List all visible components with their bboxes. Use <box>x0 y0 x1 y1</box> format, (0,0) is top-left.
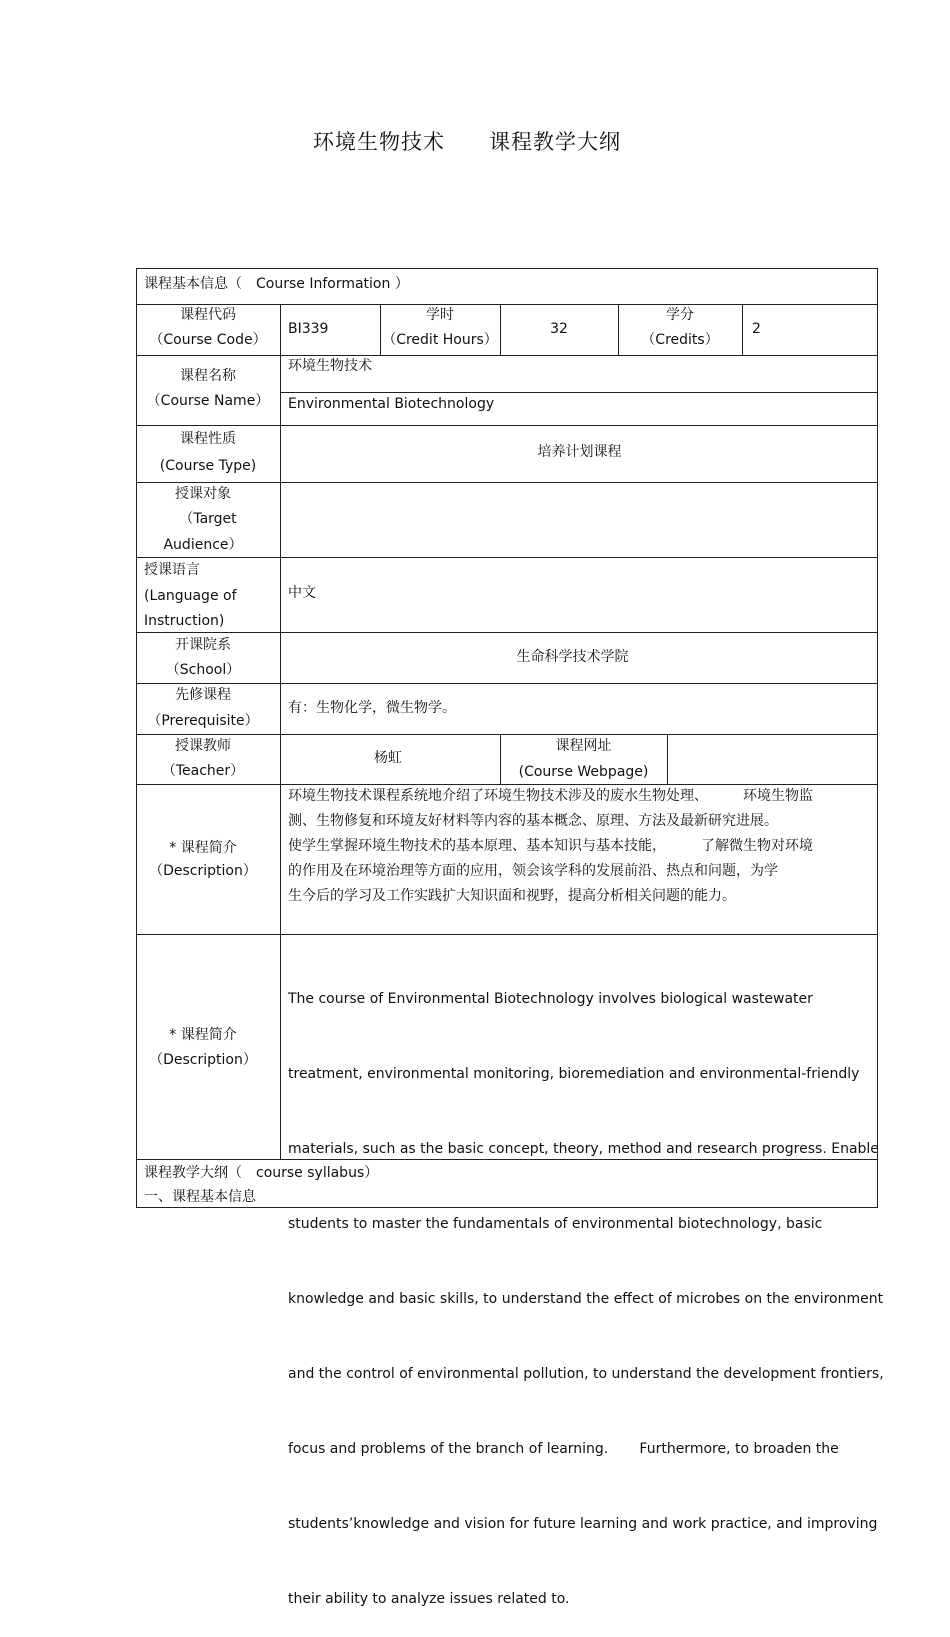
description-en-line: students’knowledge and vision for future learning and work practice, and improving <box>288 1516 878 1532</box>
audience-label-line-2: （Target <box>179 511 237 527</box>
credit-hours-label-cn: 学时 <box>426 307 454 323</box>
description-en-line: treatment, environmental monitoring, bioremediation and environmental-friendly <box>288 1066 860 1082</box>
teacher-label-en: （Teacher） <box>161 763 245 779</box>
row-divider <box>136 355 878 356</box>
course-name-label-en: （Course Name） <box>146 393 270 409</box>
credits-label-cn: 学分 <box>666 307 694 323</box>
language-label-line-1: 授课语言 <box>144 562 200 578</box>
description-cn-text <box>288 784 813 909</box>
description-cn-line: 环境生物技术课程系统地介绍了环境生物技术涉及的废水生物处理、 环境生物监 <box>288 788 813 804</box>
description-cn-label-en: （Description） <box>149 863 257 879</box>
course-code-label-cn: 课程代码 <box>180 307 236 323</box>
course-name-en: Environmental Biotechnology <box>288 396 495 412</box>
credits-label-en: （Credits） <box>641 332 719 348</box>
course-code-label-en: （Course Code） <box>149 332 267 348</box>
credits-value: 2 <box>752 321 761 337</box>
audience-label-line-1: 授课对象 <box>175 486 231 502</box>
language-label-line-3: Instruction) <box>144 613 225 629</box>
description-en-label-cn: * 课程简介 <box>169 1027 237 1043</box>
column-divider <box>667 734 668 784</box>
description-cn-label-cn: * 课程简介 <box>169 840 237 856</box>
description-en-label-en: （Description） <box>149 1052 257 1068</box>
course-name-label-cn: 课程名称 <box>180 368 236 384</box>
description-cn-line: 使学生掌握环境生物技术的基本原理、基本知识与基本技能， 了解微生物对环境 <box>288 838 813 854</box>
title-part-2: 课程教学大纲 <box>489 130 621 154</box>
webpage-label-en: (Course Webpage) <box>518 764 649 780</box>
credit-hours-value: 32 <box>550 321 568 337</box>
description-en-text <box>288 937 884 1637</box>
language-value: 中文 <box>288 585 316 601</box>
school-value: 生命科学技术学院 <box>516 649 629 665</box>
description-cn-line: 的作用及在环境治理等方面的应用，领会该学科的发展前沿、热点和问题，为学 <box>288 863 778 879</box>
description-en-line: focus and problems of the branch of learning. Furthermore, to broaden the <box>288 1441 839 1457</box>
course-type-label-en: (Course Type) <box>159 458 257 474</box>
description-en-line: The course of Environmental Biotechnology involves biological wastewater <box>288 991 813 1007</box>
audience-label-line-3: Audience） <box>163 537 243 553</box>
course-type-value: 培养计划课程 <box>537 444 622 460</box>
prerequisite-value: 有：生物化学，微生物学。 <box>288 700 456 716</box>
prerequisite-label-cn: 先修课程 <box>175 687 231 703</box>
course-code-value: BI339 <box>288 321 329 337</box>
description-en-line: materials, such as the basic concept, theory, method and research progress. Enable <box>288 1141 879 1157</box>
webpage-label-cn: 课程网址 <box>555 738 612 754</box>
description-en-line: students to master the fundamentals of environmental biotechnology, basic <box>288 1216 823 1232</box>
prerequisite-label-en: （Prerequisite） <box>147 713 259 729</box>
row-divider <box>136 934 878 935</box>
description-en-line: their ability to analyze issues related to. <box>288 1591 570 1607</box>
title-part-1: 环境生物技术 <box>313 130 445 154</box>
syllabus-heading: 课程教学大纲（ course syllabus） <box>144 1165 379 1181</box>
column-divider <box>280 304 281 1159</box>
credit-hours-label-en: （Credit Hours） <box>382 332 498 348</box>
teacher-label-cn: 授课教师 <box>175 738 231 754</box>
course-name-cn: 环境生物技术 <box>288 358 372 374</box>
school-label-en: （School） <box>165 662 241 678</box>
language-label-line-2: (Language of <box>144 588 237 604</box>
description-cn-line: 生今后的学习及工作实践扩大知识面和视野，提高分析相关问题的能力。 <box>288 888 736 904</box>
description-en-line: and the control of environmental pollution, to understand the development frontiers, <box>288 1366 884 1382</box>
row-divider <box>136 425 878 426</box>
description-en-line: knowledge and basic skills, to understand the effect of microbes on the environment <box>288 1291 884 1307</box>
syllabus-subheading: 一、课程基本信息 <box>144 1189 256 1205</box>
document-title <box>0 126 934 156</box>
description-cn-line: 测、生物修复和环境友好材料等内容的基本概念、原理、方法及最新研究进展。 <box>288 813 778 829</box>
course-type-label-cn: 课程性质 <box>180 431 236 447</box>
section-heading-course-info: 课程基本信息（ Course Information ） <box>144 276 409 292</box>
school-label-cn: 开课院系 <box>175 637 231 653</box>
column-divider <box>742 304 743 355</box>
teacher-value: 杨虹 <box>374 750 402 766</box>
